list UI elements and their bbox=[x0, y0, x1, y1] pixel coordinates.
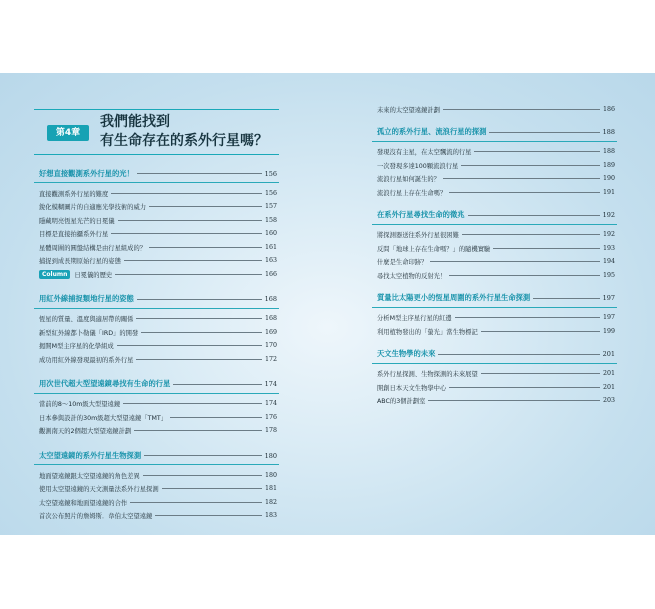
page-number: 160 bbox=[264, 230, 277, 237]
toc-entry-title: 日冕儀的歷史 bbox=[74, 271, 113, 279]
leader-line bbox=[468, 215, 600, 216]
leader-line bbox=[462, 234, 600, 235]
page-number: 169 bbox=[264, 328, 277, 336]
leader-line bbox=[489, 132, 599, 133]
toc-entry[interactable] bbox=[39, 483, 277, 495]
leader-line bbox=[173, 384, 261, 385]
leader-line bbox=[443, 109, 600, 110]
page-number: 194 bbox=[602, 258, 615, 265]
toc-section-heading[interactable] bbox=[34, 447, 279, 465]
page-number: 192 bbox=[602, 231, 615, 238]
leader-line bbox=[117, 345, 262, 346]
toc-entry[interactable] bbox=[39, 469, 277, 481]
leader-line bbox=[430, 261, 600, 262]
leader-line bbox=[137, 173, 262, 174]
toc-entry-title: ABC的3個計劃室 bbox=[377, 398, 426, 405]
toc-entry[interactable] bbox=[377, 242, 615, 254]
leader-line bbox=[449, 275, 600, 276]
page-number: 201 bbox=[602, 383, 615, 391]
toc-entry[interactable] bbox=[377, 381, 615, 393]
toc-entry[interactable] bbox=[39, 398, 277, 410]
toc-entry-title: 銳化模糊圖片的自適應光學技術的威力 bbox=[39, 204, 147, 211]
leader-line bbox=[461, 165, 600, 166]
toc-entry-title: 一次發現多達100顆流浪行星 bbox=[377, 162, 459, 170]
leader-line bbox=[143, 475, 262, 476]
leader-line bbox=[134, 430, 262, 431]
leader-line bbox=[136, 318, 262, 319]
leader-line bbox=[449, 387, 600, 388]
toc-entry[interactable] bbox=[39, 187, 277, 199]
toc-entry[interactable] bbox=[377, 229, 615, 241]
page-number: 170 bbox=[264, 342, 277, 349]
leader-line bbox=[474, 151, 600, 152]
toc-entry[interactable] bbox=[39, 425, 277, 437]
page-number: 188 bbox=[602, 128, 615, 136]
leader-line bbox=[455, 317, 600, 318]
toc-entry-title: 尋找太空植物的反射光！ bbox=[377, 272, 447, 280]
leader-line bbox=[481, 373, 600, 374]
toc-entry-title: 日本參與設計的30m級超大型望遠鏡「TMT」 bbox=[39, 414, 168, 422]
toc-entry-title: 發現沒有主星，在太空飄流的行星 bbox=[377, 149, 472, 156]
page-number: 183 bbox=[264, 512, 277, 519]
page-number: 189 bbox=[602, 161, 615, 169]
page-number: 166 bbox=[264, 270, 277, 278]
leader-line bbox=[533, 298, 599, 299]
leader-line bbox=[137, 299, 262, 300]
toc-entry[interactable] bbox=[377, 173, 615, 185]
page-number: 180 bbox=[264, 451, 277, 460]
toc-entry-title: 恆星的質量、溫度與適居帶的關係 bbox=[39, 316, 134, 323]
toc-entry[interactable] bbox=[39, 255, 277, 267]
leader-line bbox=[115, 274, 262, 275]
toc-section-heading[interactable] bbox=[34, 165, 279, 183]
toc-entry-title: 將探測器送往系外行星很困難 bbox=[377, 232, 459, 239]
toc-entry[interactable] bbox=[39, 340, 277, 352]
toc-entry-title: 地面望遠鏡跟太空望遠鏡的角色差異 bbox=[39, 472, 140, 480]
toc-entry[interactable] bbox=[39, 241, 277, 253]
toc-entry[interactable] bbox=[39, 313, 277, 325]
leader-line bbox=[123, 403, 262, 404]
toc-entry-title: 隱藏明亮恆星光芒的日冕儀 bbox=[39, 217, 115, 225]
page-number: 168 bbox=[264, 295, 277, 303]
page-number: 156 bbox=[264, 189, 277, 197]
toc-entry-title: 天文生物學的未來 bbox=[377, 349, 436, 358]
toc-entry-title: 直接觀測系外行星的難度 bbox=[39, 190, 109, 198]
toc-entry[interactable] bbox=[377, 312, 615, 324]
leader-line bbox=[428, 400, 600, 401]
toc-entry-title: 新型紅外線都卜勒儀「IRD」的開發 bbox=[39, 329, 139, 337]
leader-line bbox=[481, 331, 600, 332]
toc-entry[interactable] bbox=[377, 325, 615, 337]
toc-entry[interactable] bbox=[39, 214, 277, 226]
page-number: 203 bbox=[602, 397, 615, 404]
toc-entry-title: 觀測南天的2個超大型望遠鏡計劃 bbox=[39, 428, 132, 435]
page-number: 181 bbox=[264, 485, 277, 492]
toc-entry[interactable] bbox=[39, 411, 277, 423]
leader-line bbox=[130, 502, 262, 503]
toc-entry-title: 捕捉到成長期原始行星的姿態 bbox=[39, 258, 121, 265]
page-number: 193 bbox=[602, 244, 615, 252]
toc-entry-title: 星體周圍的圓盤結構是由行星組成的？ bbox=[39, 244, 147, 252]
toc-entry-title: 用紅外線捕捉類地行星的姿態 bbox=[39, 294, 134, 303]
chapter-header bbox=[34, 109, 279, 155]
toc-entry[interactable] bbox=[377, 368, 615, 380]
toc-section-heading[interactable] bbox=[372, 346, 617, 364]
left-page bbox=[34, 73, 279, 535]
toc-entry-title: 在系外行星尋找生命的徵兆 bbox=[377, 210, 465, 219]
toc-entry[interactable] bbox=[39, 228, 277, 240]
toc-entry-title: 反問「地球上存在生命嗎？」的隨機實驗 bbox=[377, 245, 491, 253]
leader-line bbox=[111, 193, 262, 194]
page-number: 168 bbox=[264, 315, 277, 322]
toc-entry-title: 流浪行星如何誕生的？ bbox=[377, 176, 440, 183]
page-number: 161 bbox=[264, 243, 277, 251]
page-number: 176 bbox=[264, 413, 277, 421]
leader-line bbox=[493, 248, 600, 249]
toc-entry-title: 當前的8～10m級大型望遠鏡 bbox=[39, 401, 121, 408]
page-number: 174 bbox=[264, 400, 277, 407]
toc-section-heading[interactable] bbox=[34, 291, 279, 309]
toc-entry-title: 用次世代超大型望遠鏡尋找有生命的行星 bbox=[39, 379, 171, 388]
page-number: 186 bbox=[602, 105, 615, 113]
leader-line bbox=[141, 332, 262, 333]
chapter-title-line1: 我們能找到 bbox=[100, 114, 170, 130]
page-number: 191 bbox=[602, 188, 615, 196]
page-number: 174 bbox=[264, 380, 277, 388]
page-number: 163 bbox=[264, 257, 277, 264]
toc-entry-title: 目標是直接拍攝系外行星 bbox=[39, 231, 109, 238]
toc-entry-title: 利用植物發出的「螢光」當生物標記 bbox=[377, 328, 478, 336]
page-number: 158 bbox=[264, 216, 277, 224]
right-page bbox=[372, 73, 617, 535]
toc-entry-title: 孤立的系外行星、流浪行星的探測 bbox=[377, 127, 487, 136]
chapter-title-line2: 有生命存在的系外行星嗎？ bbox=[100, 133, 268, 149]
toc-section-heading[interactable] bbox=[372, 124, 617, 142]
toc-entry[interactable] bbox=[39, 510, 277, 522]
toc-entry-title: 太空望遠鏡和地面望遠鏡的合作 bbox=[39, 499, 128, 507]
toc-section-heading[interactable] bbox=[34, 376, 279, 394]
toc-entry-title: 開創日本天文生物學中心 bbox=[377, 384, 447, 392]
leader-line bbox=[144, 455, 261, 456]
toc-section-heading[interactable] bbox=[372, 290, 617, 308]
toc-entry[interactable] bbox=[377, 103, 615, 115]
toc-entry-title: 什麼是生命印跡？ bbox=[377, 259, 428, 266]
leader-line bbox=[111, 233, 262, 234]
page-number: 197 bbox=[602, 294, 615, 302]
toc-entry[interactable] bbox=[377, 186, 615, 198]
leader-line bbox=[155, 515, 262, 516]
column-badge: Column bbox=[39, 270, 70, 279]
toc-entry[interactable] bbox=[39, 201, 277, 213]
toc-entry-title: 未來的太空望遠鏡計劃 bbox=[377, 106, 440, 114]
toc-entry[interactable] bbox=[377, 159, 615, 171]
leader-line bbox=[136, 359, 262, 360]
toc-entry[interactable] bbox=[377, 269, 615, 281]
page-number: 197 bbox=[602, 314, 615, 321]
page-number: 195 bbox=[602, 271, 615, 279]
page-number: 180 bbox=[264, 471, 277, 479]
leader-line bbox=[449, 192, 600, 193]
toc-entry[interactable] bbox=[39, 326, 277, 338]
page-number: 190 bbox=[602, 175, 615, 182]
leader-line bbox=[149, 247, 262, 248]
toc-entry[interactable] bbox=[377, 146, 615, 158]
leader-line bbox=[170, 417, 262, 418]
toc-entry[interactable] bbox=[377, 256, 615, 268]
toc-entry-title: 使用太空望遠鏡的天文測量法系外行星探測 bbox=[39, 486, 159, 493]
page-number: 182 bbox=[264, 498, 277, 506]
chapter-title bbox=[100, 113, 268, 151]
toc-entry-title: 好想直接觀測系外行星的光！ bbox=[39, 168, 134, 178]
toc-entry[interactable] bbox=[39, 353, 277, 365]
page-number: 157 bbox=[264, 203, 277, 210]
page-number: 199 bbox=[602, 327, 615, 335]
toc-column-entry[interactable] bbox=[39, 268, 277, 280]
toc-entry-title: 成功用紅外線發現最初的系外行星 bbox=[39, 356, 134, 364]
leader-line bbox=[118, 220, 262, 221]
page-number: 201 bbox=[602, 350, 615, 358]
page-number: 192 bbox=[602, 211, 615, 219]
toc-section-heading[interactable] bbox=[372, 207, 617, 225]
toc-entry[interactable] bbox=[39, 496, 277, 508]
leader-line bbox=[162, 488, 262, 489]
toc-entry-title: 首次公布照片的詹姆斯．韋伯太空望遠鏡 bbox=[39, 513, 153, 520]
toc-entry-title: 系外行星探測、生物探測的未來展望 bbox=[377, 371, 478, 378]
leader-line bbox=[149, 206, 262, 207]
page-number: 201 bbox=[602, 370, 615, 377]
leader-line bbox=[443, 178, 600, 179]
toc-entry-title: 太空望遠鏡的系外行星生物探測 bbox=[39, 450, 142, 460]
toc-entry-title: 流浪行星上存在生命嗎？ bbox=[377, 189, 447, 197]
toc-entry-title: 揭開M型主序星的化學組成 bbox=[39, 343, 114, 350]
toc-entry-title: 質量比太陽更小的恆星周圍的系外行星生命探測 bbox=[377, 293, 531, 302]
toc-entry[interactable] bbox=[377, 395, 615, 407]
page-number: 188 bbox=[602, 148, 615, 155]
page-number: 156 bbox=[264, 169, 277, 178]
chapter-badge: 第4章 bbox=[47, 125, 89, 141]
leader-line bbox=[124, 260, 262, 261]
toc-entry-title: 分析M型主序星行星的紅邊 bbox=[377, 315, 452, 322]
page-number: 178 bbox=[264, 427, 277, 434]
page-number: 172 bbox=[264, 355, 277, 363]
book-spread bbox=[0, 73, 655, 535]
leader-line bbox=[438, 354, 599, 355]
